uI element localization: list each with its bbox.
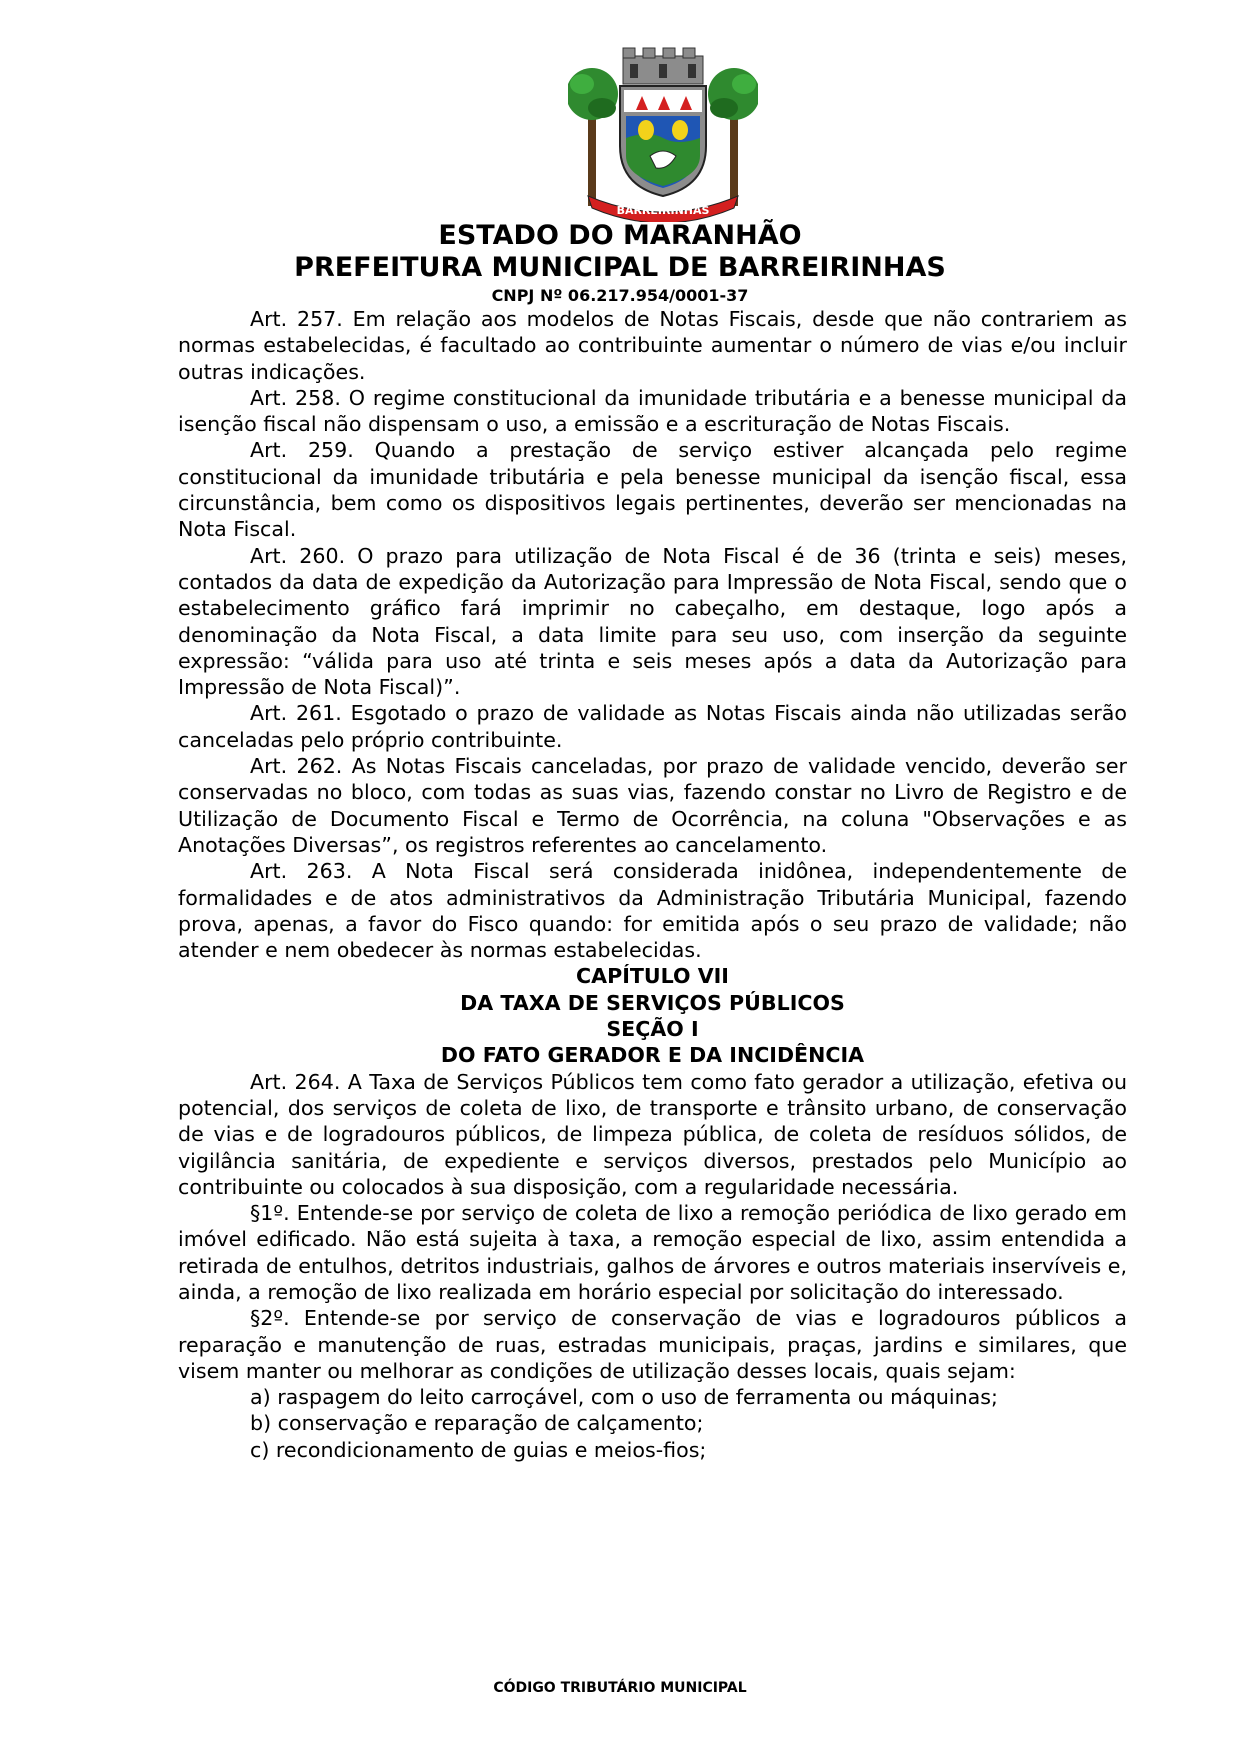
crest-ribbon-text: BARREIRINHAS — [616, 204, 710, 217]
page-footer: CÓDIGO TRIBUTÁRIO MUNICIPAL — [493, 1680, 747, 1696]
paragraph-1: §1º. Entende-se por serviço de coleta de lixo a remoção periódica de lixo gerado em imóvel edificado. Não está sujeita à taxa, a remoção especial de lixo, assim entendida a retirada de entulhos, detritos industriais, galhos de árvores e outros materiais inservíveis e, ainda, a remoção de lixo realizada em horário especial por solicitação do interessado. — [178, 1201, 1127, 1304]
article-261: Art. 261. Esgotado o prazo de validade as Notas Fiscais ainda não utilizadas serão canceladas pelo próprio contribuinte. — [178, 701, 1127, 752]
chapter-title: DA TAXA DE SERVIÇOS PÚBLICOS — [460, 990, 845, 1015]
article-262: Art. 262. As Notas Fiscais canceladas, por prazo de validade vencido, deverão ser conservadas no bloco, com todas as suas vias, fazendo constar no Livro de Registro e de Utilização de Documento Fiscal e Termo de Ocorrência, na coluna "Observações e as Anotações Diversas”, os registros referentes ao cancelamento. — [178, 754, 1127, 857]
article-258: Art. 258. O regime constitucional da imunidade tributária e a benesse municipal da isenção fiscal não dispensam o uso, a emissão e a escrituração de Notas Fiscais. — [178, 385, 1127, 437]
paragraph-2: §2º. Entende-se por serviço de conservação de vias e logradouros públicos a reparação e manutenção de ruas, estradas municipais, praças, jardins e similares, que visem manter ou melhorar as condições de utilização desses locais, quais sejam: — [178, 1306, 1127, 1383]
article-257: Art. 257. Em relação aos modelos de Notas Fiscais, desde que não contrariem as normas estabelecidas, é facultado ao contribuinte aumentar o número de vias e/ou incluir outras indicações. — [178, 307, 1127, 384]
section-heading: SEÇÃO I — [606, 1017, 699, 1042]
header-state: ESTADO DO MARANHÃO — [438, 220, 802, 251]
chapter-heading: CAPÍTULO VII — [576, 964, 729, 989]
article-260: Art. 260. O prazo para utilização de Nota Fiscal é de 36 (trinta e seis) meses, contados da data de expedição da Autorização para Impressão de Nota Fiscal, sendo que o estabelecimento gráfico fará imprimir no cabeçalho, em destaque, logo após a denominação da Nota Fiscal, a data limite para seu uso, com inserção da seguinte expressão: “válida para uso até trinta e seis meses após a data da Autorização para Impressão de Nota Fiscal)”. — [178, 543, 1127, 700]
list-item-c: c) recondicionamento de guias e meios-fios; — [250, 1437, 707, 1462]
article-263: Art. 263. A Nota Fiscal será considerada inidônea, independentemente de formalidades e de atos administrativos da Administração Tributária Municipal, fazendo prova, apenas, a favor do Fisco quando: for emitida após o seu prazo de validade; não atender e nem obedecer às normas estabelecidas. — [178, 859, 1127, 963]
list-item-b: b) conservação e reparação de calçamento; — [250, 1411, 704, 1436]
header-municipality: PREFEITURA MUNICIPAL DE BARREIRINHAS — [294, 252, 946, 283]
article-264: Art. 264. A Taxa de Serviços Públicos tem como fato gerador a utilização, efetiva ou potencial, dos serviços de coleta de lixo, de transporte e trânsito urbano, de conservação de vias e de logradouros públicos, de limpeza pública, de coleta de resíduos sólidos, de vigilância sanitária, de expediente e serviços diversos, prestados pelo Município ao contribuinte ou colocados à sua disposição, com a regularidade necessária. — [178, 1069, 1127, 1199]
section-title: DO FATO GERADOR E DA INCIDÊNCIA — [440, 1043, 865, 1068]
header-cnpj: CNPJ Nº 06.217.954/0001-37 — [491, 286, 749, 305]
municipal-crest-icon — [568, 46, 758, 222]
article-259: Art. 259. Quando a prestação de serviço estiver alcançada pelo regime constitucional da imunidade tributária e pela benesse municipal da isenção fiscal, essa circunstância, bem como os dispositivos legais pertinentes, deverão ser mencionadas na Nota Fiscal. — [178, 438, 1127, 542]
document-body — [178, 306, 1127, 1463]
list-item-a: a) raspagem do leito carroçável, com o uso de ferramenta ou máquinas; — [250, 1385, 998, 1410]
